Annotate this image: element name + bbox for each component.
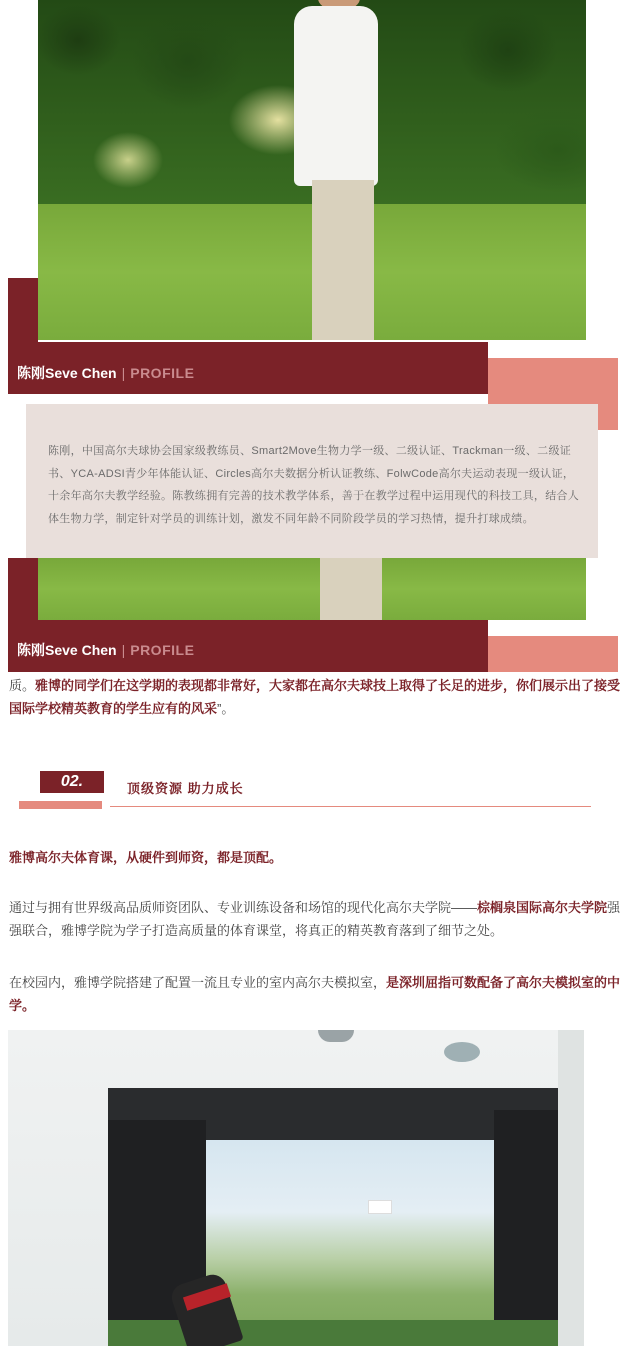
paragraph-hardware-text: 雅博高尔夫体育课，从硬件到师资，都是顶配。 — [9, 850, 283, 865]
section-number-underline — [19, 801, 102, 809]
coach-figure-2 — [274, 558, 384, 620]
paragraph-academy — [9, 896, 621, 942]
name-separator: | — [121, 365, 126, 381]
coach-name-2: 陈刚Seve Chen — [17, 642, 117, 658]
paragraph-academy-suffix: 强强联合，雅博学院为学子打造高质量的体育课堂，将真正的精英教育落到了细节之处。 — [9, 900, 621, 938]
accent-block-right-bottom — [488, 636, 618, 672]
intro-paragraph — [9, 674, 621, 720]
simulator-turf — [108, 1320, 558, 1346]
ceiling-lamp-icon — [318, 1030, 354, 1042]
name-bar-top — [8, 342, 488, 394]
coach-bio: 陈刚，中国高尔夫球协会国家级教练员、Smart2Move生物力学一级、二级认证、Trackman一级、二级证书、YCA-ADSI青少年体能认证、Circles高尔夫数据分析认证教练、FolwCode高尔夫运动表现一级认证，十余年高尔夫教学经验。陈教练拥有完善的技术教学体系，善于在教学过程中运用现代的科技工具，结合人体生物力学，制定针对学员的训练计划，激发不同年龄不同阶段学员的学习热情，提升打球成绩。 — [48, 445, 580, 525]
academy-name: 棕榈泉国际高尔夫学院 — [477, 900, 608, 915]
paragraph-simulator-highlight: 是深圳屈指可数配备了高尔夫模拟室的中学。 — [9, 975, 621, 1013]
accent-block-left-bottom — [8, 558, 38, 620]
profile-label-2: PROFILE — [130, 642, 195, 658]
simulator-side-wall — [558, 1030, 584, 1346]
flag-icon — [368, 1200, 392, 1214]
ceiling-projector-icon — [444, 1042, 480, 1062]
simulator-screen — [206, 1140, 494, 1346]
golf-simulator-photo — [8, 1030, 584, 1346]
section-number: 02. — [40, 771, 104, 793]
section-divider — [110, 806, 591, 807]
simulator-curtain-right — [494, 1110, 558, 1346]
coach-photo-top — [38, 0, 586, 340]
name-label-2 — [17, 640, 194, 660]
coach-name: 陈刚Seve Chen — [17, 365, 117, 381]
intro-prefix: 质。 — [9, 678, 36, 693]
paragraph-academy-prefix: 通过与拥有世界级高品质师资团队、专业训练设备和场馆的现代化高尔夫学院—— — [9, 900, 478, 915]
paragraph-simulator-prefix: 在校园内，雅博学院搭建了配置一流且专业的室内高尔夫模拟室， — [9, 975, 387, 990]
paragraph-simulator — [9, 971, 621, 1017]
intro-suffix: ”。 — [217, 701, 235, 716]
accent-block-left-top — [8, 278, 38, 342]
profile-label: PROFILE — [130, 365, 195, 381]
name-label — [17, 363, 194, 383]
section-title: 顶级资源 助力成长 — [127, 781, 244, 796]
name-separator-2: | — [121, 642, 126, 658]
coach-figure — [274, 0, 384, 340]
name-bar-bottom — [8, 620, 488, 672]
intro-highlight: 雅博的同学们在这学期的表现都非常好，大家都在高尔夫球技上取得了长足的进步，你们展示出了接受国际学校精英教育的学生应有的风采 — [9, 678, 621, 716]
paragraph-hardware — [9, 846, 621, 869]
coach-photo-bottom — [38, 558, 586, 620]
